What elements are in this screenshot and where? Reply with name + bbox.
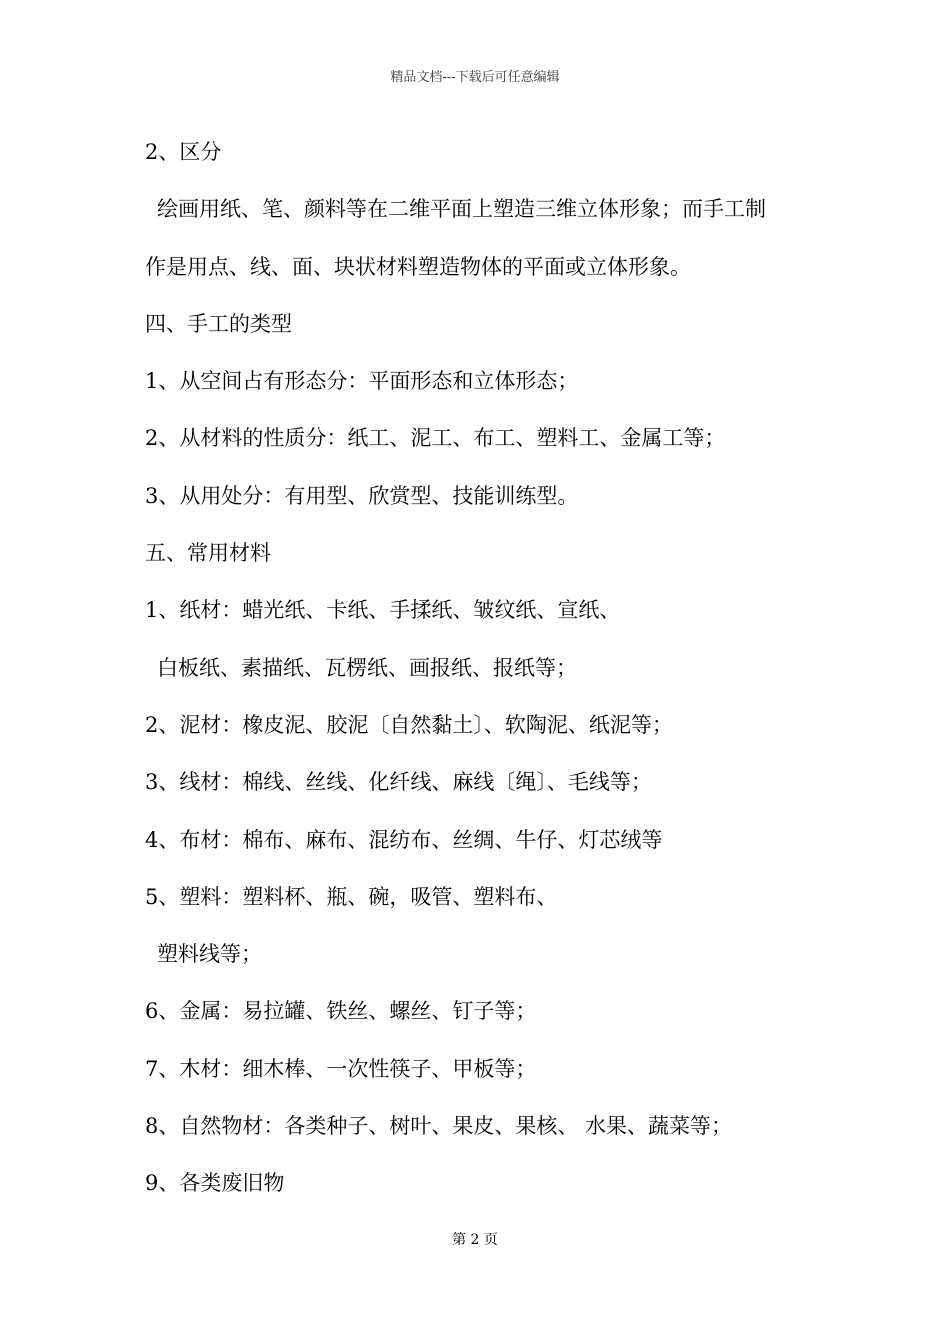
text-line: 白板纸、素描纸、瓦楞纸、画报纸、报纸等； [157, 655, 577, 680]
section-heading: 五、常用材料 [145, 541, 271, 566]
text-line: 2、从材料的性质分：纸工、泥工、布工、塑料工、金属工等； [145, 426, 726, 451]
text-line: 5、塑料：塑料杯、瓶、碗，吸管、塑料布、 [145, 884, 558, 909]
text-line: 9、各类废旧物 [145, 1171, 285, 1196]
text-line: 作是用点、线、面、块状材料塑造物体的平面或立体形象。 [145, 254, 691, 279]
page-header: 精品文档---下载后可任意编辑 [390, 70, 560, 85]
text-line: 8、自然物材：各类种子、树叶、果皮、果核、 水果、蔬菜等； [145, 1114, 733, 1139]
text-line: 3、从用处分：有用型、欣赏型、技能训练型。 [145, 483, 579, 508]
text-line: 1、从空间占有形态分：平面形态和立体形态； [145, 369, 579, 394]
text-line: 4、布材：棉布、麻布、混纺布、丝绸、牛仔、灯芯绒等 [145, 827, 663, 852]
text-line: 6、金属：易拉罐、铁丝、螺丝、钉子等； [145, 999, 537, 1024]
text-line: 2、区分 [145, 140, 222, 164]
text-line: 绘画用纸、笔、颜料等在二维平面上塑造三维立体形象；而手工制 [157, 197, 766, 222]
page-number: 第 2 页 [452, 1232, 498, 1248]
text-line: 2、泥材：橡皮泥、胶泥〔自然黏土〕、软陶泥、纸泥等； [145, 712, 673, 737]
section-heading: 四、手工的类型 [145, 311, 292, 336]
text-line: 7、木材：细木棒、一次性筷子、甲板等； [145, 1056, 537, 1081]
text-line: 1、纸材：蜡光纸、卡纸、手揉纸、皱纹纸、宣纸、 [145, 598, 621, 623]
document-body [145, 136, 825, 1225]
text-line: 塑料线等； [157, 942, 262, 967]
text-line: 3、线材：棉线、丝线、化纤线、麻线〔绳〕、毛线等； [145, 770, 652, 795]
